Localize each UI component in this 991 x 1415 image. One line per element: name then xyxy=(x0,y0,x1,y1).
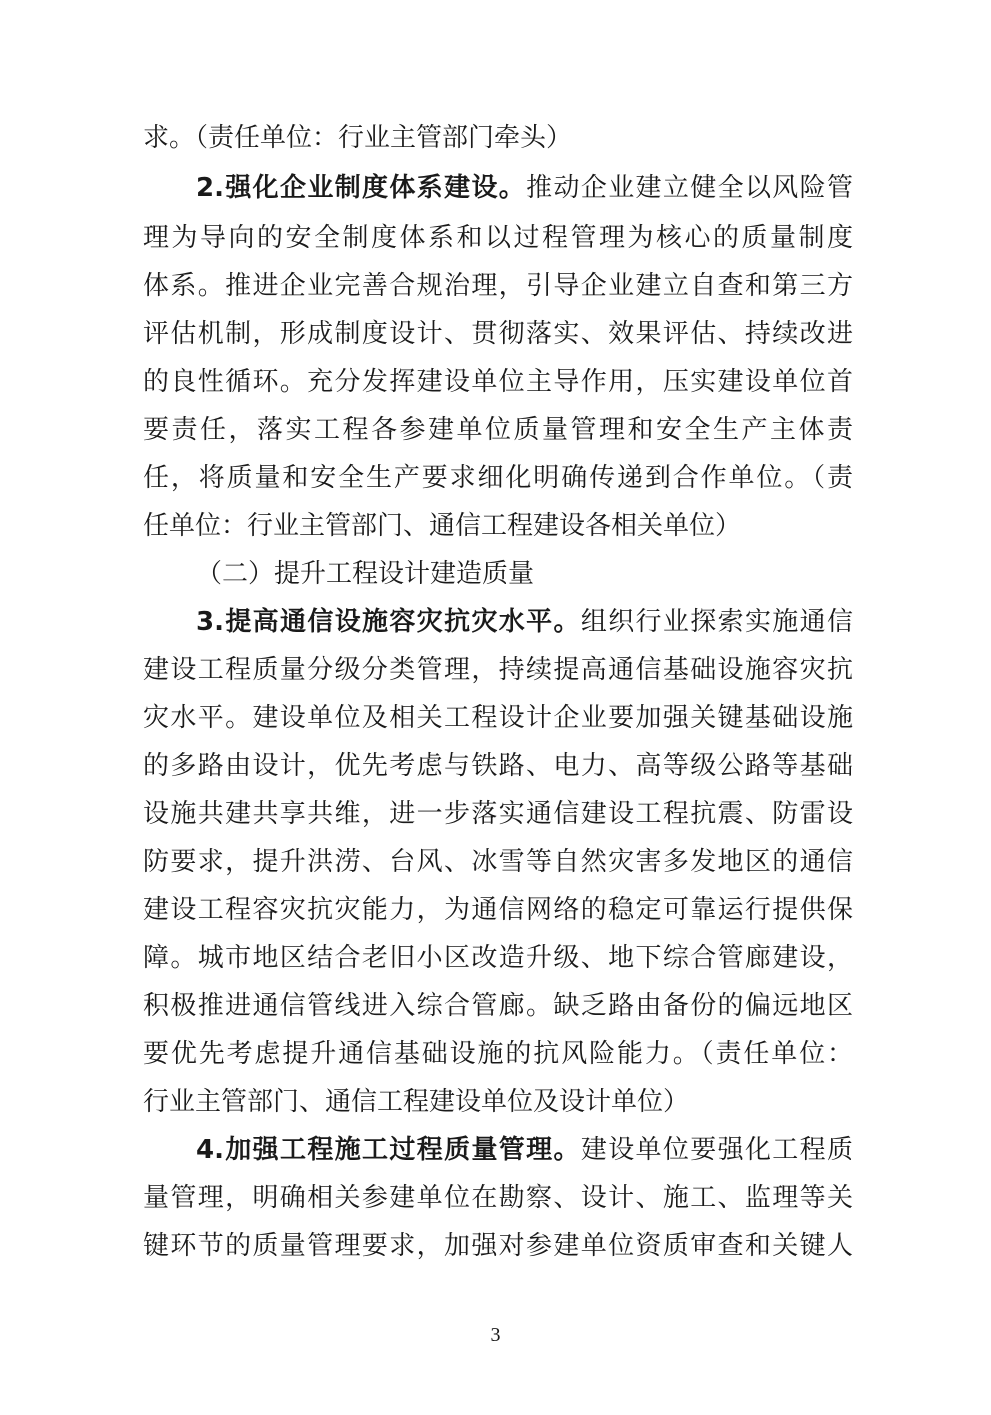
paragraph-line: 理为导向的安全制度体系和以过程管理为核心的质量制度 xyxy=(143,223,853,253)
paragraph-text: 建设单位要强化工程质 xyxy=(580,1135,853,1165)
paragraph-line: 建设工程容灾抗灾能力，为通信网络的稳定可靠运行提供保 xyxy=(143,895,853,925)
paragraph-line: 行业主管部门、通信工程建设单位及设计单位） xyxy=(143,1087,690,1117)
paragraph-line: 障。城市地区结合老旧小区改造升级、地下综合管廊建设， xyxy=(143,943,853,973)
paragraph-line: 防要求，提升洪涝、台风、冰雪等自然灾害多发地区的通信 xyxy=(143,847,853,877)
paragraph-line-with-heading xyxy=(196,602,853,642)
paragraph-line: 任单位：行业主管部门、通信工程建设各相关单位） xyxy=(143,511,742,541)
paragraph-text: 推动企业建立健全以风险管 xyxy=(526,173,853,203)
item-heading-3: 3.提高通信设施容灾抗灾水平。 xyxy=(196,607,581,637)
paragraph-line: 建设工程质量分级分类管理，持续提高通信基础设施容灾抗 xyxy=(143,655,853,685)
paragraph-line: 评估机制，形成制度设计、贯彻落实、效果评估、持续改进 xyxy=(143,319,853,349)
paragraph-line: 要优先考虑提升通信基础设施的抗风险能力。（责任单位： xyxy=(143,1039,853,1069)
paragraph-line: 设施共建共享共维，进一步落实通信建设工程抗震、防雷设 xyxy=(143,799,853,829)
paragraph-line: 量管理，明确相关参建单位在勘察、设计、施工、监理等关 xyxy=(143,1183,853,1213)
paragraph-line: 的良性循环。充分发挥建设单位主导作用，压实建设单位首 xyxy=(143,367,853,397)
paragraph-line: 任，将质量和安全生产要求细化明确传递到合作单位。（责 xyxy=(143,463,853,493)
item-heading-4: 4.加强工程施工过程质量管理。 xyxy=(196,1135,581,1165)
item-heading-2: 2.强化企业制度体系建设。 xyxy=(196,173,527,203)
paragraph-line-with-heading xyxy=(196,1130,853,1170)
paragraph-line: 灾水平。建设单位及相关工程设计企业要加强关键基础设施 xyxy=(143,703,853,733)
paragraph-line: 要责任，落实工程各参建单位质量管理和安全生产主体责 xyxy=(143,415,853,445)
paragraph-line: 求。（责任单位：行业主管部门牵头） xyxy=(143,123,573,153)
paragraph-line: 键环节的质量管理要求，加强对参建单位资质审查和关键人 xyxy=(143,1231,853,1261)
page-number: 3 xyxy=(490,1324,501,1346)
paragraph-line-with-heading xyxy=(196,168,853,208)
section-heading: （二）提升工程设计建造质量 xyxy=(196,559,535,589)
paragraph-line: 体系。推进企业完善合规治理，引导企业建立自查和第三方 xyxy=(143,271,853,301)
paragraph-line: 的多路由设计，优先考虑与铁路、电力、高等级公路等基础 xyxy=(143,751,853,781)
paragraph-text: 组织行业探索实施通信 xyxy=(580,607,853,637)
paragraph-line: 积极推进通信管线进入综合管廊。缺乏路由备份的偏远地区 xyxy=(143,991,853,1021)
